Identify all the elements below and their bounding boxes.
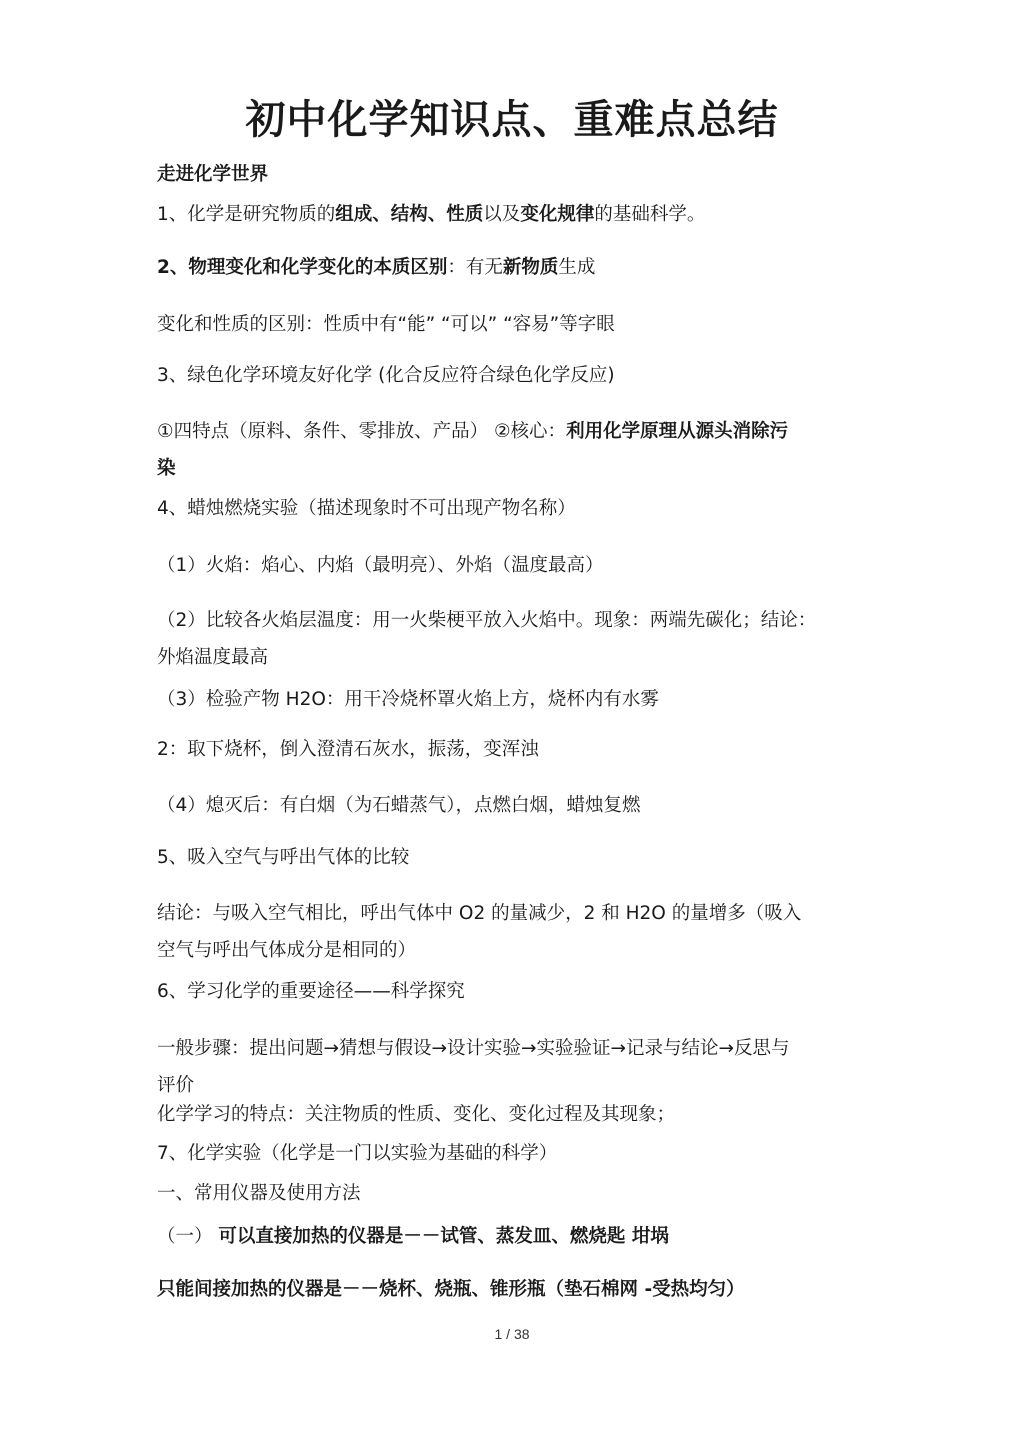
- paragraph-2: 2、物理变化和化学变化的本质区别：有无新物质生成: [157, 257, 596, 278]
- paragraph-20: 只能间接加热的仪器是－－烧杯、烧瓶、锥形瓶（垫石棉网 -受热均匀）: [157, 1279, 745, 1300]
- section-heading: 走进化学世界: [157, 164, 269, 185]
- page-number: 1 / 38: [494, 1326, 530, 1342]
- paragraph-15-cont: 评价: [157, 1075, 195, 1096]
- paragraph-7: （1）火焰：焰心、内焰（最明亮）、外焰（温度最高）: [157, 555, 604, 576]
- paragraph-5-cont: 染: [157, 458, 176, 479]
- paragraph-18: 一、常用仪器及使用方法: [157, 1183, 361, 1204]
- paragraph-13: 结论：与吸入空气相比，呼出气体中 O2 的量减少，2 和 H2O 的量增多（吸入: [157, 903, 802, 924]
- paragraph-14: 6、学习化学的重要途径——科学探究: [157, 981, 465, 1002]
- paragraph-5: ①四特点（原料、条件、零排放、产品） ②核心：利用化学原理从源头消除污: [157, 421, 789, 442]
- paragraph-10: 2：取下烧杯，倒入澄清石灰水，振荡，变浑浊: [157, 739, 539, 760]
- paragraph-13-cont: 空气与呼出气体成分是相同的）: [157, 940, 417, 961]
- paragraph-11: （4）熄灭后：有白烟（为石蜡蒸气），点燃白烟，蜡烛复燃: [157, 795, 641, 816]
- paragraph-19: （一） 可以直接加热的仪器是－－试管、蒸发皿、燃烧匙 坩埚: [157, 1226, 669, 1247]
- paragraph-8: （2）比较各火焰层温度：用一火柴梗平放入火焰中。现象：两端先碳化；结论：: [157, 610, 817, 631]
- paragraph-1: 1、化学是研究物质的组成、结构、性质以及变化规律的基础科学。: [157, 204, 706, 225]
- paragraph-8-cont: 外焰温度最高: [157, 647, 269, 668]
- paragraph-17: 7、化学实验（化学是一门以实验为基础的科学）: [157, 1143, 558, 1164]
- paragraph-3: 变化和性质的区别：性质中有“能” “可以” “容易”等字眼: [157, 314, 615, 335]
- paragraph-4: 3、绿色化学环境友好化学 (化合反应符合绿色化学反应): [157, 365, 615, 386]
- paragraph-6: 4、蜡烛燃烧实验（描述现象时不可出现产物名称）: [157, 498, 576, 519]
- paragraph-15: 一般步骤：提出问题→猜想与假设→设计实验→实验验证→记录与结论→反思与: [157, 1038, 790, 1059]
- paragraph-9: （3）检验产物 H2O：用干冷烧杯罩火焰上方，烧杯内有水雾: [157, 689, 659, 710]
- paragraph-16: 化学学习的特点：关注物质的性质、变化、变化过程及其现象；: [157, 1104, 676, 1125]
- paragraph-12: 5、吸入空气与呼出气体的比较: [157, 847, 410, 868]
- page-title: 初中化学知识点、重难点总结: [245, 96, 779, 143]
